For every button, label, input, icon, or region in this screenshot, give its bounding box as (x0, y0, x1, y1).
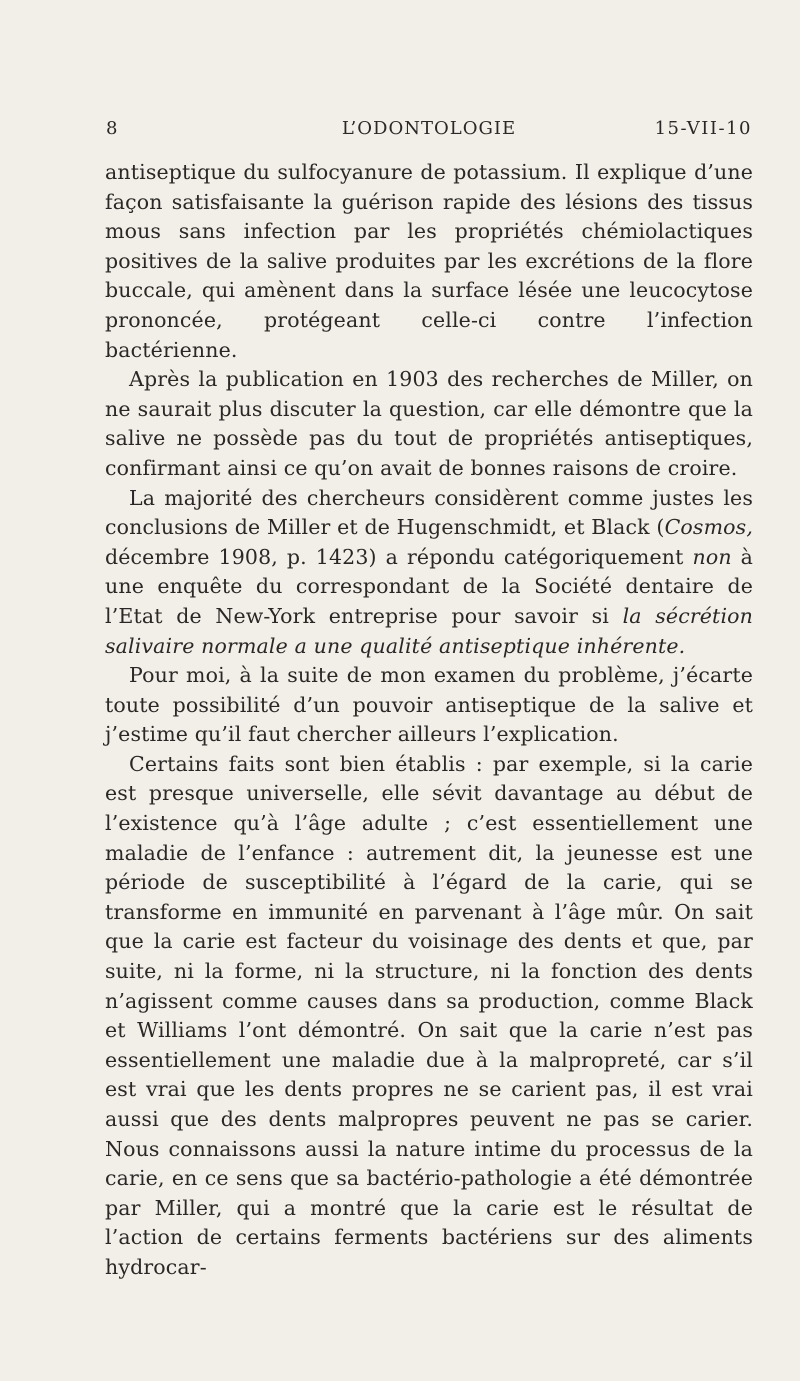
paragraph-black-enquete (105, 484, 753, 662)
paragraph-text-segment: La majorité des chercheurs considèrent comme justes les conclusions de Miller et de Hugenschmidt, et Black ( (105, 485, 753, 540)
paragraph-established-facts: Certains faits sont bien établis : par exemple, si la carie est presque universelle, elle sévit davantage au début de l’existence qu’à l’âge adulte ; c’est essentiellement une maladie de l’enfance : autrement dit, la jeunesse est une période de susceptibilité à l’égard de la carie, qui se transforme en immunité en parvenant à l’âge mûr. On sait que la carie est facteur du voisinage des dents et que, par suite, ni la forme, ni la structure, ni la fonction des dents n’agissent comme causes dans sa production, comme Black et Williams l’ont démontré. On sait que la carie n’est pas essentiellement une maladie due à la malpropreté, car s’il est vrai que les dents propres ne se carient pas, il est vrai aussi que des dents malpropres peuvent ne pas se carier. Nous connaissons aussi la nature intime du processus de la carie, en ce sens que sa bactério-pathologie a été démontrée par Miller, qui a montré que la carie est le résultat de l’action de certains ferments bactériens sur des aliments hydrocar- (105, 751, 753, 1279)
paragraph-text-segment: à une enquête du correspondant de la Société dentaire de l’Etat de New-York entreprise pour savoir si (105, 544, 753, 628)
journal-title: L’ODONTOLOGIE (341, 118, 517, 139)
body-text (105, 158, 753, 1283)
emphasis-non: non (692, 544, 732, 569)
paragraph-author-opinion: Pour moi, à la suite de mon examen du problème, j’écarte toute possibilité d’un pouvoir antiseptique de la salive et j’estime qu’il faut chercher ailleurs l’explication. (105, 663, 753, 747)
enquete-question: la sécrétion salivaire normale a une qualité antiseptique inhérente. (105, 603, 753, 658)
paragraph-text-segment: décembre 1908, p. 1423) a répondu catégoriquement (105, 544, 693, 569)
paragraph-miller-1903: Après la publication en 1903 des recherches de Miller, on ne saurait plus discuter la question, car elle démontre que la salive ne possède pas du tout de propriétés antiseptiques, confirmant ainsi ce qu’on avait de bonnes raisons de croire. (105, 367, 753, 480)
running-head (106, 118, 752, 146)
paragraph-continuation: antiseptique du sulfocyanure de potassium. Il explique d’une façon satisfaisante la guérison rapide des lésions des tissus mous sans infection par les propriétés chémiolactiques positives de la salive produites par les excrétions de la flore buccale, qui amènent dans la surface lésée une leucocytose prononcée, protégeant celle-ci contre l’infection bactérienne. (105, 160, 753, 362)
page-number: 8 (106, 118, 118, 139)
cosmos-journal-title: Cosmos, (664, 515, 753, 540)
issue-date: 15-VII-10 (654, 118, 752, 139)
